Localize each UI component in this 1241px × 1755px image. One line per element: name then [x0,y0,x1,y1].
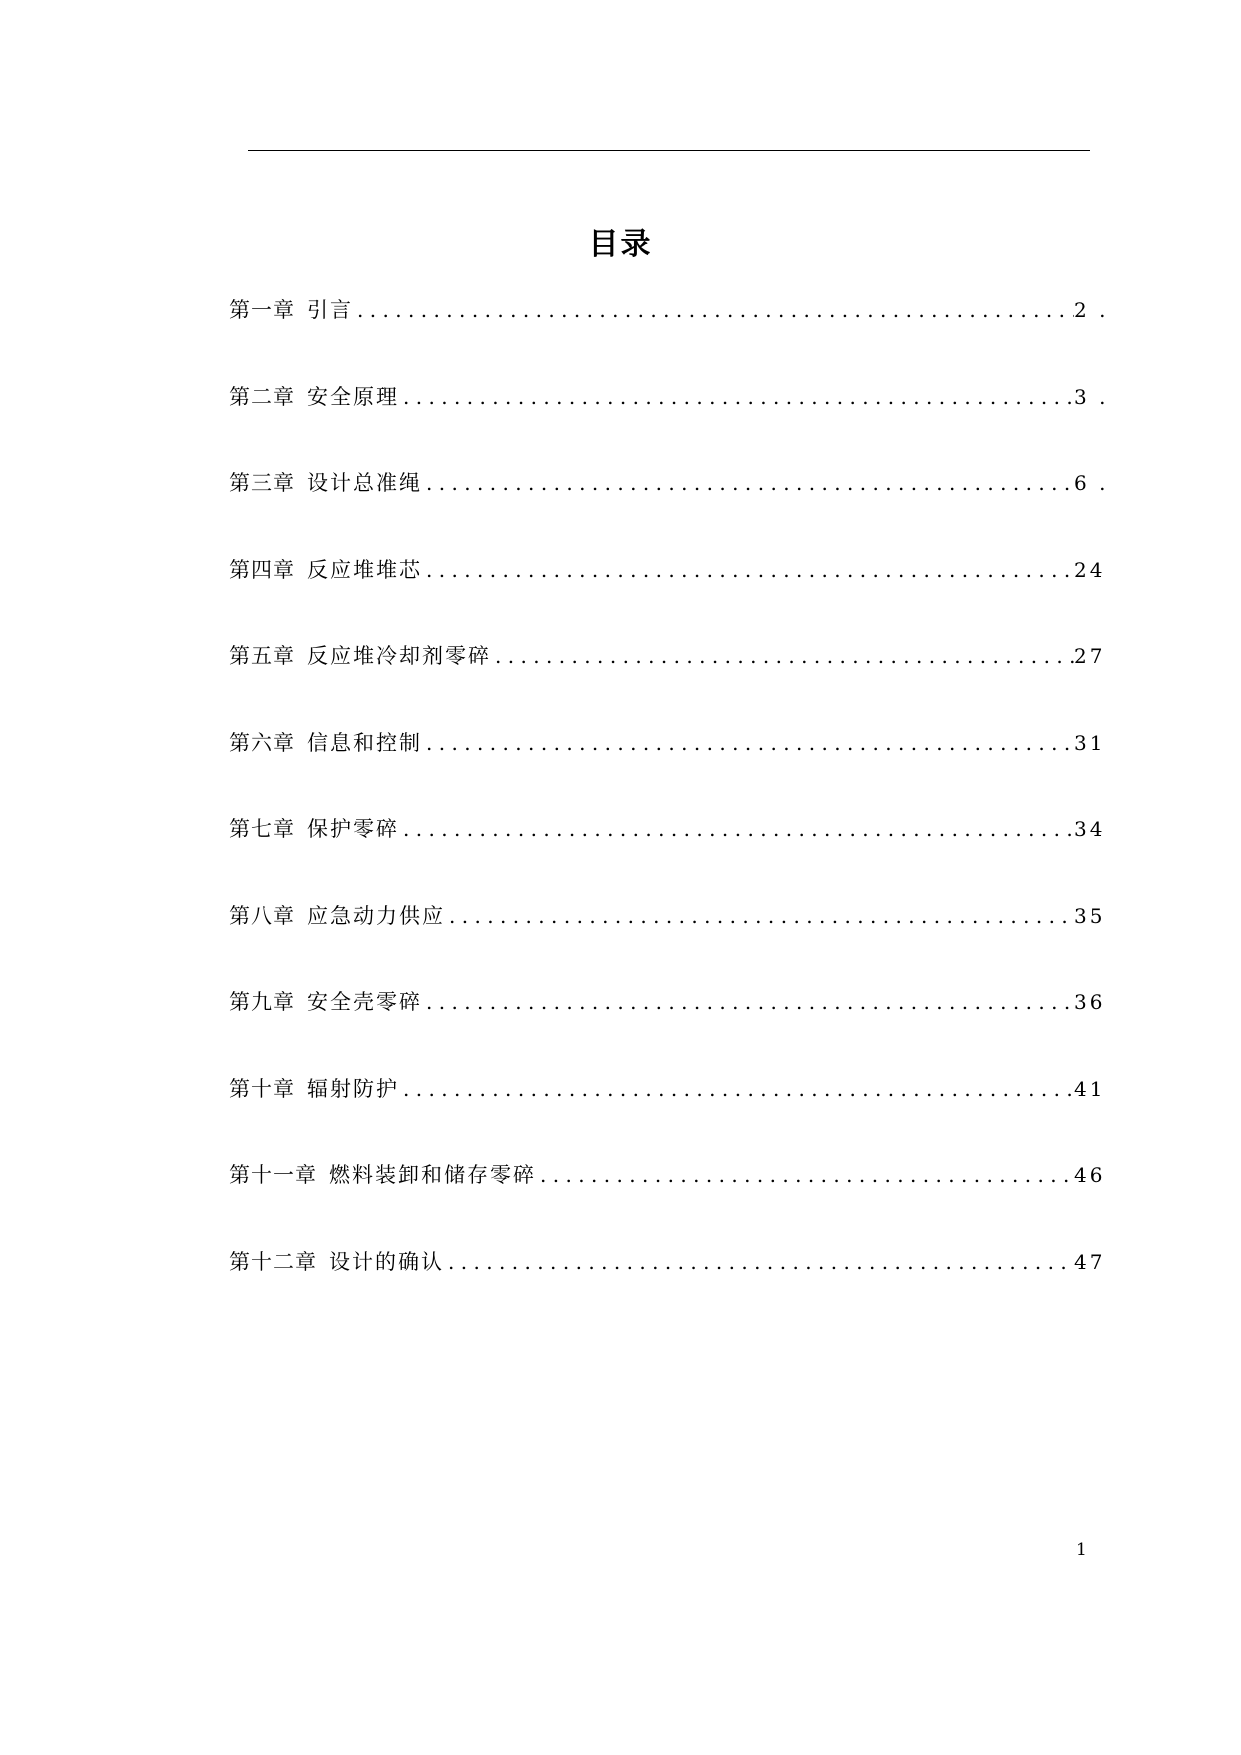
toc-dot-leader [403,1069,1074,1109]
toc-dot-leader [426,550,1074,590]
toc-page-number: 6 . [1074,471,1109,495]
toc-dot-leader [426,463,1074,503]
toc-chapter-number: 第五章 [229,644,295,668]
toc-chapter-number: 第三章 [229,471,295,495]
toc-chapter-title: 反应堆堆芯 [307,557,422,582]
toc-entry[interactable] [229,463,1120,550]
toc-dot-leader [426,982,1074,1022]
toc-chapter-number: 第六章 [229,730,295,755]
toc-chapter-title: 应急动力供应 [307,903,445,928]
toc-chapter-title: 辐射防护 [307,1076,399,1101]
toc-entry[interactable] [229,1155,1120,1242]
toc-entry[interactable] [229,809,1120,896]
toc-page-number: 46 [1074,1163,1106,1187]
toc-chapter-title: 引言 [307,298,353,322]
toc-chapter-title: 安全壳零碎 [307,990,422,1014]
toc-page-number: 34 [1074,817,1106,841]
toc-entry[interactable] [229,723,1120,810]
toc-entry[interactable] [229,896,1120,983]
toc-page-number: 3 . [1074,384,1109,409]
toc-chapter-number: 第九章 [229,990,295,1014]
toc-page-number: 31 [1074,730,1106,755]
toc-page-number: 24 [1074,557,1106,582]
toc-chapter-title: 设计的确认 [329,1249,444,1274]
toc-chapter-title: 燃料装卸和储存零碎 [329,1163,536,1187]
toc-entry[interactable] [229,1069,1120,1156]
toc-page-number: 35 [1074,903,1106,928]
toc-dot-leader [495,636,1074,676]
toc-chapter-number: 第八章 [229,903,295,928]
toc-chapter-number: 第二章 [229,384,295,409]
page-title: 目录 [588,227,653,263]
table-of-contents [229,290,1120,1328]
toc-chapter-title: 反应堆冷却剂零碎 [307,644,491,668]
toc-entry[interactable] [229,982,1120,1069]
toc-dot-leader [448,1242,1074,1282]
toc-page-number: 2 . [1074,298,1109,322]
toc-chapter-title: 安全原理 [307,384,399,409]
page-number: 1 [1076,1540,1087,1560]
toc-dot-leader [403,377,1074,417]
toc-chapter-number: 第四章 [229,557,295,582]
toc-entry[interactable] [229,636,1120,723]
toc-entry[interactable] [229,550,1120,637]
toc-chapter-title: 保护零碎 [307,817,399,841]
toc-page-number: 41 [1074,1076,1106,1101]
toc-dot-leader [403,809,1074,849]
toc-chapter-number: 第十二章 [229,1249,317,1274]
toc-chapter-number: 第一章 [229,298,295,322]
toc-entry[interactable] [229,377,1120,464]
toc-dot-leader [426,723,1074,763]
toc-entry[interactable] [229,290,1120,377]
toc-chapter-number: 第十一章 [229,1163,317,1187]
toc-page-number: 27 [1074,644,1106,668]
toc-page-number: 47 [1074,1249,1106,1274]
toc-dot-leader [357,290,1074,330]
toc-chapter-title: 信息和控制 [307,730,422,755]
toc-chapter-number: 第十章 [229,1076,295,1101]
toc-dot-leader [449,896,1074,936]
toc-entry[interactable] [229,1242,1120,1329]
toc-chapter-number: 第七章 [229,817,295,841]
toc-chapter-title: 设计总准绳 [307,471,422,495]
toc-page-number: 36 [1074,990,1106,1014]
header-rule [248,150,1090,151]
toc-dot-leader [540,1155,1074,1195]
